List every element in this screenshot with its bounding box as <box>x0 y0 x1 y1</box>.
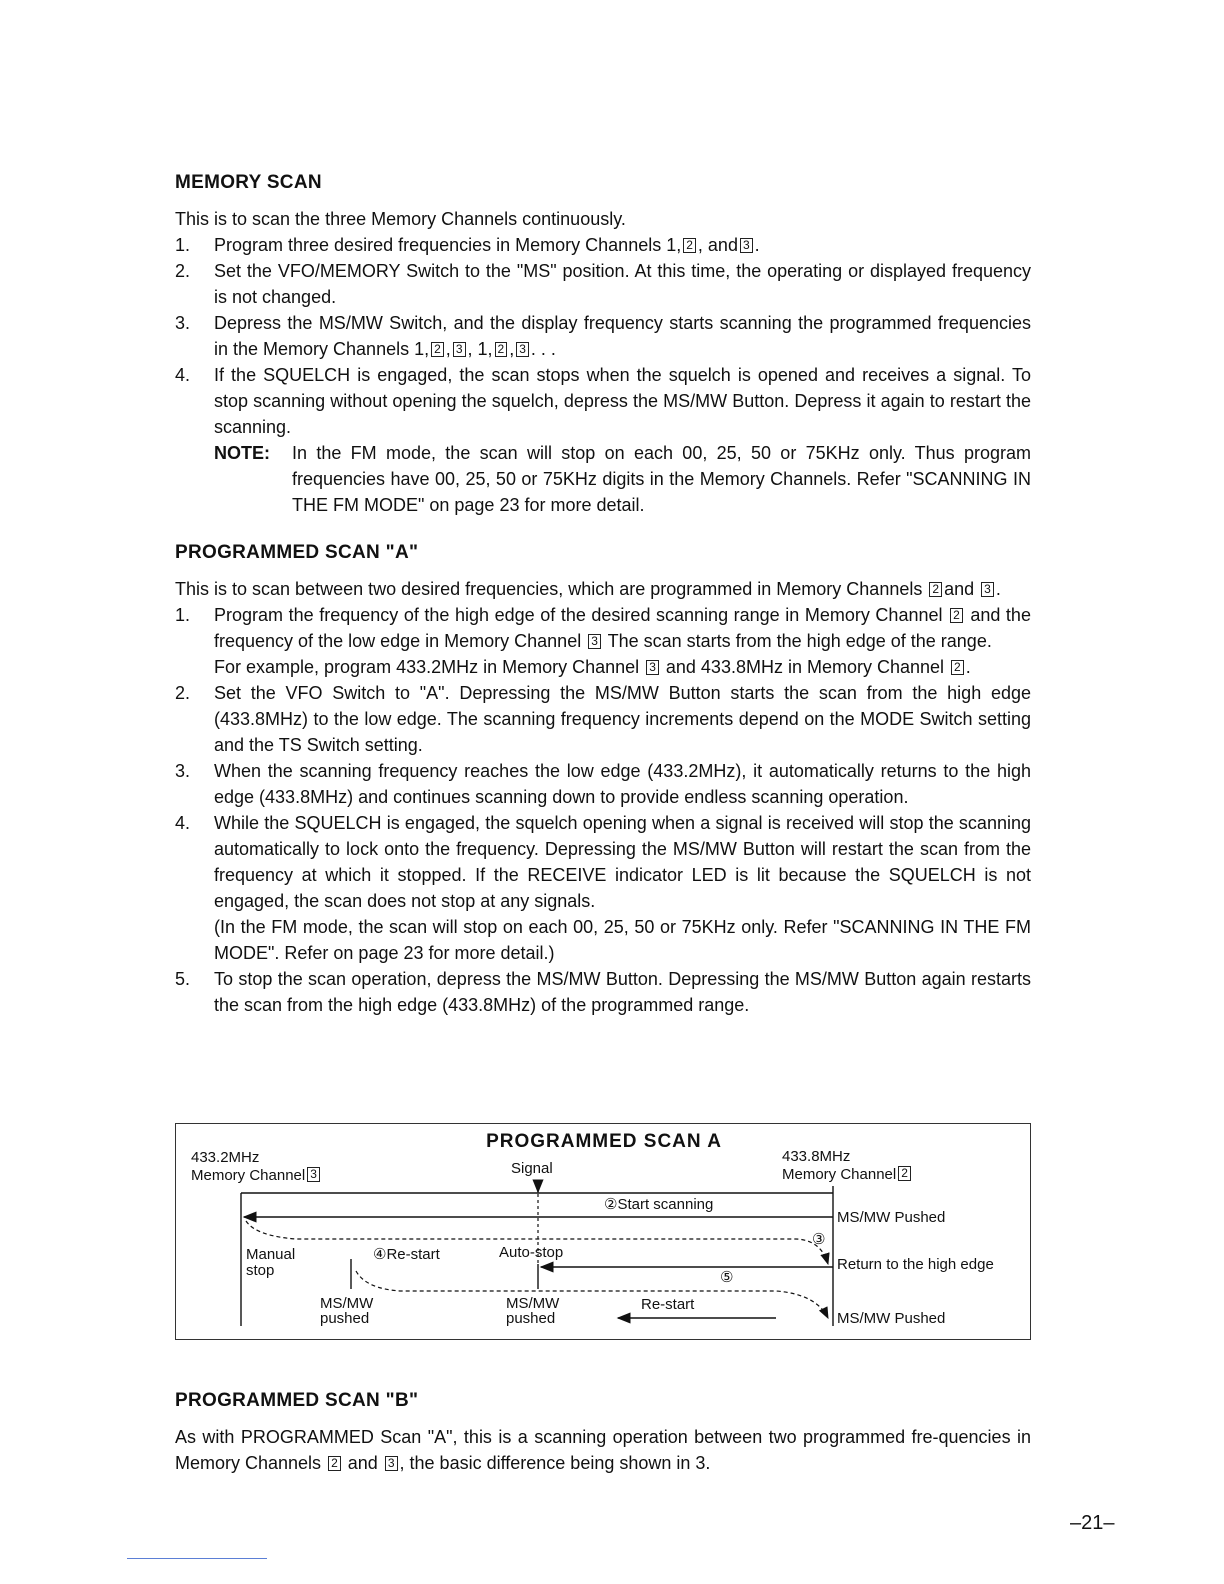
programmed-scan-a-section <box>175 542 1031 1018</box>
low-frequency: 433.2MHz <box>191 1149 260 1166</box>
step-3-marker: ③ <box>812 1231 826 1248</box>
step-number: 1. <box>175 235 191 255</box>
step-number: 3. <box>175 761 191 781</box>
memory-channel-box: 3 <box>453 342 466 357</box>
programmed-scan-a-heading: PROGRAMMED SCAN "A" <box>175 542 419 563</box>
signal-label: Signal <box>511 1160 553 1177</box>
memory-channel-box: 2 <box>951 660 964 675</box>
scan-a-step-4-note: (In the FM mode, the scan will stop on each 00, 25, 50 or 75KHz only. Refer "SCANNING IN THE FM MODE". Refer on page 23 for more detail.) <box>214 917 1031 963</box>
step-5-marker: ⑤ <box>720 1269 734 1286</box>
stop-label: stop <box>246 1262 275 1279</box>
scan-a-step-2: 2. Set the VFO Switch to "A". Depressing the MS/MW Button starts the scan from the high edge (433.8MHz) to the low edge. The scanning frequency increments depend on the MODE Switch setting and the TS Switch setting. <box>175 680 1031 758</box>
memory-channel-box: 3 <box>740 238 753 253</box>
step-number: 4. <box>175 813 191 833</box>
diagram-lines <box>176 1124 1032 1341</box>
pushed-mid-label: pushed <box>506 1310 556 1327</box>
memory-channel-box: 2 <box>950 608 963 623</box>
memory-scan-step-3: 3. Depress the MS/MW Switch, and the display frequency starts scanning the programmed frequencies in the Memory Channels 1, 2 , 3 , 1, 2 , 3 . . . <box>175 310 1031 362</box>
low-channel-label: Memory Channel 3 <box>191 1167 322 1184</box>
manual-label: Manual <box>246 1246 296 1263</box>
memory-channel-box: 3 <box>981 582 994 597</box>
programmed-scan-b-section <box>175 1390 1031 1476</box>
scan-a-step-1: 1. Program the frequency of the high edge of the desired scanning range in Memory Channel 2 and the frequency of the low edge in Memory Channel 3 The scan starts from the high edge of the range. <box>175 602 1031 654</box>
step-number: 2. <box>175 683 191 703</box>
auto-stop-label: Auto-stop <box>499 1244 564 1261</box>
note-label: NOTE: <box>214 443 270 463</box>
memory-scan-note <box>175 440 1031 518</box>
step-number: 4. <box>175 365 191 385</box>
ms-mw-pushed-label-1: MS/MW Pushed <box>837 1209 946 1226</box>
memory-channel-box: 3 <box>646 660 659 675</box>
scan-a-example: For example, program 433.2MHz in Memory Channel 3 and 433.8MHz in Memory Channel 2 . <box>214 657 971 677</box>
memory-scan-step-4: 4. If the SQUELCH is engaged, the scan stops when the squelch is opened and receives a signal. To stop scanning without opening the squelch, depress the MS/MW Button. Depress it again to restart the scanning. <box>175 362 1031 440</box>
ms-mw-left-label: MS/MW <box>320 1295 374 1312</box>
memory-scan-step-2: 2. Set the VFO/MEMORY Switch to the "MS" position. At this time, the operating or displayed frequency is not changed. <box>175 258 1031 310</box>
high-frequency: 433.8MHz <box>782 1148 851 1165</box>
diagram-title: PROGRAMMED SCAN A <box>486 1131 722 1152</box>
programmed-scan-a-intro: This is to scan between two desired frequencies, which are programmed in Memory Channels 2 and 3 . <box>175 579 1001 599</box>
memory-scan-section <box>175 172 1031 518</box>
memory-channel-box: 3 <box>385 1456 398 1471</box>
memory-channel-box: 2 <box>431 342 444 357</box>
memory-channel-box: 2 <box>495 342 508 357</box>
programmed-scan-b-text: As with PROGRAMMED Scan "A", this is a scanning operation between two programmed fre-quencies in Memory Channels 2 and 3 , the basic difference being shown in 3. <box>175 1427 1031 1473</box>
step-number: 5. <box>175 969 191 989</box>
footer-rule <box>127 1558 267 1559</box>
return-high-edge-label: Return to the high edge <box>837 1256 994 1273</box>
start-scanning-label: ②Start scanning <box>604 1196 714 1213</box>
high-channel-label: Memory Channel 2 <box>782 1166 913 1183</box>
ms-mw-mid-label: MS/MW <box>506 1295 560 1312</box>
restart-4-label: ④Re-start <box>373 1246 440 1263</box>
memory-scan-intro: This is to scan the three Memory Channels continuously. <box>175 209 626 229</box>
step-number: 2. <box>175 261 191 281</box>
memory-channel-box: 2 <box>683 238 696 253</box>
programmed-scan-b-heading: PROGRAMMED SCAN "B" <box>175 1390 419 1411</box>
scan-a-step-4: 4. While the SQUELCH is engaged, the squelch opening when a signal is received will stop the scanning automatically to lock onto the frequency. Depressing the MS/MW Button will restart the scan from the frequency at which it stopped. If the RECEIVE indicator LED is lit because the SQUELCH is not engaged, the scan does not stop at any signals. <box>175 810 1031 914</box>
restart-label: Re-start <box>641 1296 695 1313</box>
memory-channel-box: 2 <box>929 582 942 597</box>
scan-a-step-3: 3. When the scanning frequency reaches the low edge (433.2MHz), it automatically returns to the high edge (433.8MHz) and continues scanning down to provide endless scanning operation. <box>175 758 1031 810</box>
memory-channel-box: 3 <box>516 342 529 357</box>
scan-a-step-5: 5. To stop the scan operation, depress the MS/MW Button. Depressing the MS/MW Button again restarts the scan from the high edge (433.8MHz) of the programmed range. <box>175 966 1031 1018</box>
programmed-scan-a-diagram <box>175 1123 1031 1340</box>
step-number: 3. <box>175 313 191 333</box>
ms-mw-pushed-label-2: MS/MW Pushed <box>837 1310 946 1327</box>
pushed-left-label: pushed <box>320 1310 370 1327</box>
restart-dashed-curve <box>356 1271 828 1318</box>
memory-channel-box: 2 <box>328 1456 341 1471</box>
memory-channel-box: 3 <box>588 634 601 649</box>
memory-channel-box: 2 <box>898 1166 911 1181</box>
memory-scan-heading: MEMORY SCAN <box>175 172 322 193</box>
page-number: –21– <box>1070 1512 1115 1534</box>
memory-scan-step-1: 1. Program three desired frequencies in Memory Channels 1, 2 , and 3 . <box>175 232 1031 258</box>
memory-channel-box: 3 <box>307 1167 320 1182</box>
step-number: 1. <box>175 605 191 625</box>
note-text: In the FM mode, the scan will stop on each 00, 25, 50 or 75KHz only. Thus program frequencies have 00, 25, 50 or 75KHz digits in the Memory Channels. Refer "SCANNING IN THE FM MODE" on page 23 for more detail. <box>292 443 1031 515</box>
